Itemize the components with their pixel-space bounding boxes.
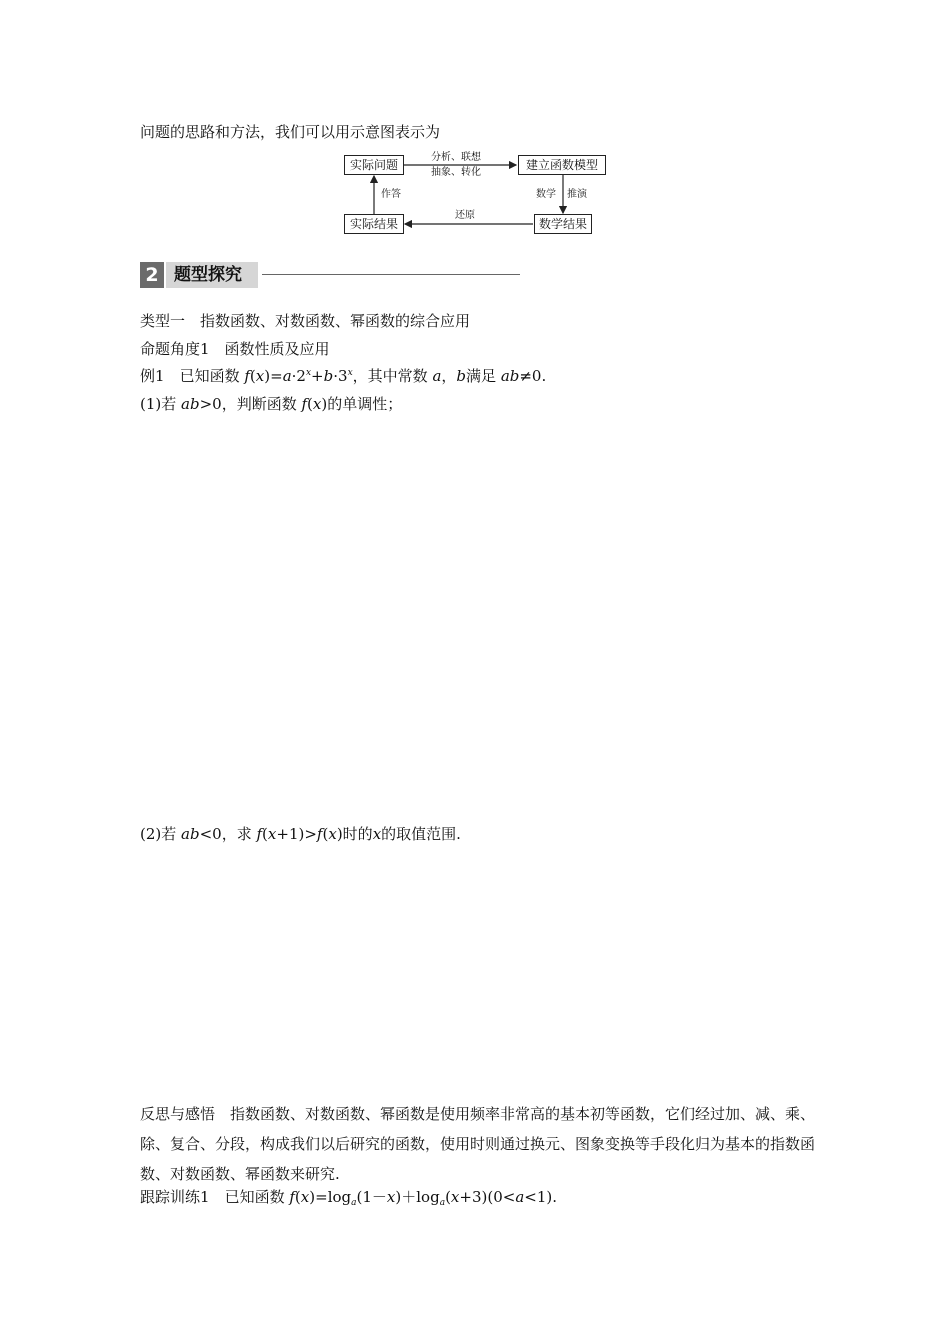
- tracking-f: f: [289, 1188, 295, 1206]
- part1-cond: >0，判断函数: [199, 395, 297, 413]
- label-analyze: 分析、联想: [431, 152, 481, 163]
- part2-rest2: 的取值范围.: [381, 825, 461, 843]
- const-b-2: b: [456, 367, 467, 385]
- func-f: f: [244, 367, 250, 385]
- part1-x: x: [312, 395, 322, 413]
- tracking-plus: ＋: [401, 1188, 417, 1206]
- tracking-log-base-2: a: [439, 1198, 446, 1208]
- type-heading: 类型一 指数函数、对数函数、幂函数的综合应用: [140, 312, 471, 330]
- intro-text: 问题的思路和方法，我们可以用示意图表示为: [140, 123, 441, 141]
- base-2: 2: [296, 367, 306, 385]
- base-3: 3: [338, 367, 348, 385]
- box-actual-problem: 实际问题: [344, 155, 404, 175]
- part2-x: x: [267, 825, 277, 843]
- label-math: 数学: [536, 189, 556, 200]
- part2-f: f: [256, 825, 263, 843]
- example-label: 例1: [140, 367, 165, 385]
- tracking-x-3: x: [450, 1188, 460, 1206]
- angle-heading: 命题角度1 函数性质及应用: [140, 340, 330, 358]
- tracking-x-2: x: [386, 1188, 396, 1206]
- neq-zero: ≠0.: [519, 367, 547, 385]
- reflection-paragraph: 反思与感悟 指数函数、对数函数、幂函数是使用频率非常高的基本初等函数，它们经过加、减、乘、除、复合、分段，构成我们以后研究的函数，使用时则通过换元、图象变换等手段化归为基本的指数函数、对数函数、幂函数来研究.: [140, 1105, 816, 1183]
- dot: ·: [291, 367, 297, 385]
- tracking-cond-open: (0<: [487, 1188, 516, 1206]
- section-divider: [262, 274, 520, 275]
- tracking-plus3: +3): [459, 1188, 488, 1206]
- equals: =: [270, 367, 283, 385]
- part2-rest1: 时的: [342, 825, 373, 843]
- comma: ，: [441, 367, 457, 385]
- example-intro: 已知函数: [179, 367, 240, 385]
- tracking-x: x: [300, 1188, 310, 1206]
- const-a: a: [282, 367, 292, 385]
- tracking-log-base: a: [351, 1198, 357, 1208]
- part2-label: (2)若: [140, 825, 177, 843]
- example-rest-1: ，其中常数: [352, 367, 428, 385]
- part2-plus1: +1)>: [276, 825, 317, 843]
- tracking-intro: 已知函数: [224, 1188, 285, 1206]
- part1-ab: ab: [181, 395, 200, 413]
- const-b: b: [323, 367, 334, 385]
- tracking-cond-close: <1).: [524, 1188, 558, 1206]
- tracking-one-minus: (1－: [356, 1188, 387, 1206]
- example-rest-2: 满足: [466, 367, 497, 385]
- part-2: (2)若 ab<0，求 f(x+1)>f(x)时的x的取值范围.: [140, 825, 461, 843]
- dot-2: ·: [333, 367, 339, 385]
- part2-cond: <0，求: [199, 825, 252, 843]
- section-title: 题型探究: [166, 262, 258, 288]
- box-math-result: 数学结果: [534, 214, 592, 234]
- box-build-model: 建立函数模型: [518, 155, 606, 175]
- part1-rest: 的单调性；: [327, 395, 403, 413]
- exp-x: x: [305, 368, 312, 378]
- tracking-log-2: log: [416, 1188, 440, 1206]
- label-derive: 推演: [567, 189, 587, 200]
- exp-x-2: x: [347, 368, 353, 378]
- tracking-a: a: [515, 1188, 525, 1206]
- var-x: x: [255, 367, 265, 385]
- part2-x-2: x: [328, 825, 337, 843]
- section-number: 2: [140, 262, 164, 288]
- part2-f-2: f: [316, 825, 323, 843]
- const-a-2: a: [432, 367, 442, 385]
- tracking-exercise: 跟踪训练1 已知函数 $f(x)=\log_a(1-x)+\log_a(x+3)(0<a<1)$.: [140, 1188, 558, 1208]
- part-1: (1)若 ab>0，判断函数 f(x)的单调性；: [140, 395, 403, 413]
- label-restore: 还原: [455, 210, 475, 221]
- label-answer: 作答: [381, 189, 401, 200]
- label-abstract: 抽象、转化: [431, 167, 481, 178]
- tracking-eq: =: [315, 1188, 328, 1206]
- box-actual-result: 实际结果: [344, 214, 404, 234]
- part2-x-3: x: [372, 825, 382, 843]
- plus: +: [311, 367, 324, 385]
- tracking-label: 跟踪训练1: [140, 1188, 210, 1206]
- modeling-flow-diagram: [343, 150, 608, 240]
- tracking-log: log: [327, 1188, 352, 1206]
- part1-label: (1)若: [140, 395, 177, 413]
- section-header: [140, 262, 520, 288]
- example-1: 例1 已知函数 $f(x)=a\cdot 2^x+b\cdot 3^x$，其中常数 a，b满足 ab≠0.: [140, 367, 547, 385]
- part1-f: f: [301, 395, 308, 413]
- product-ab: ab: [500, 367, 520, 385]
- part2-ab: ab: [181, 825, 200, 843]
